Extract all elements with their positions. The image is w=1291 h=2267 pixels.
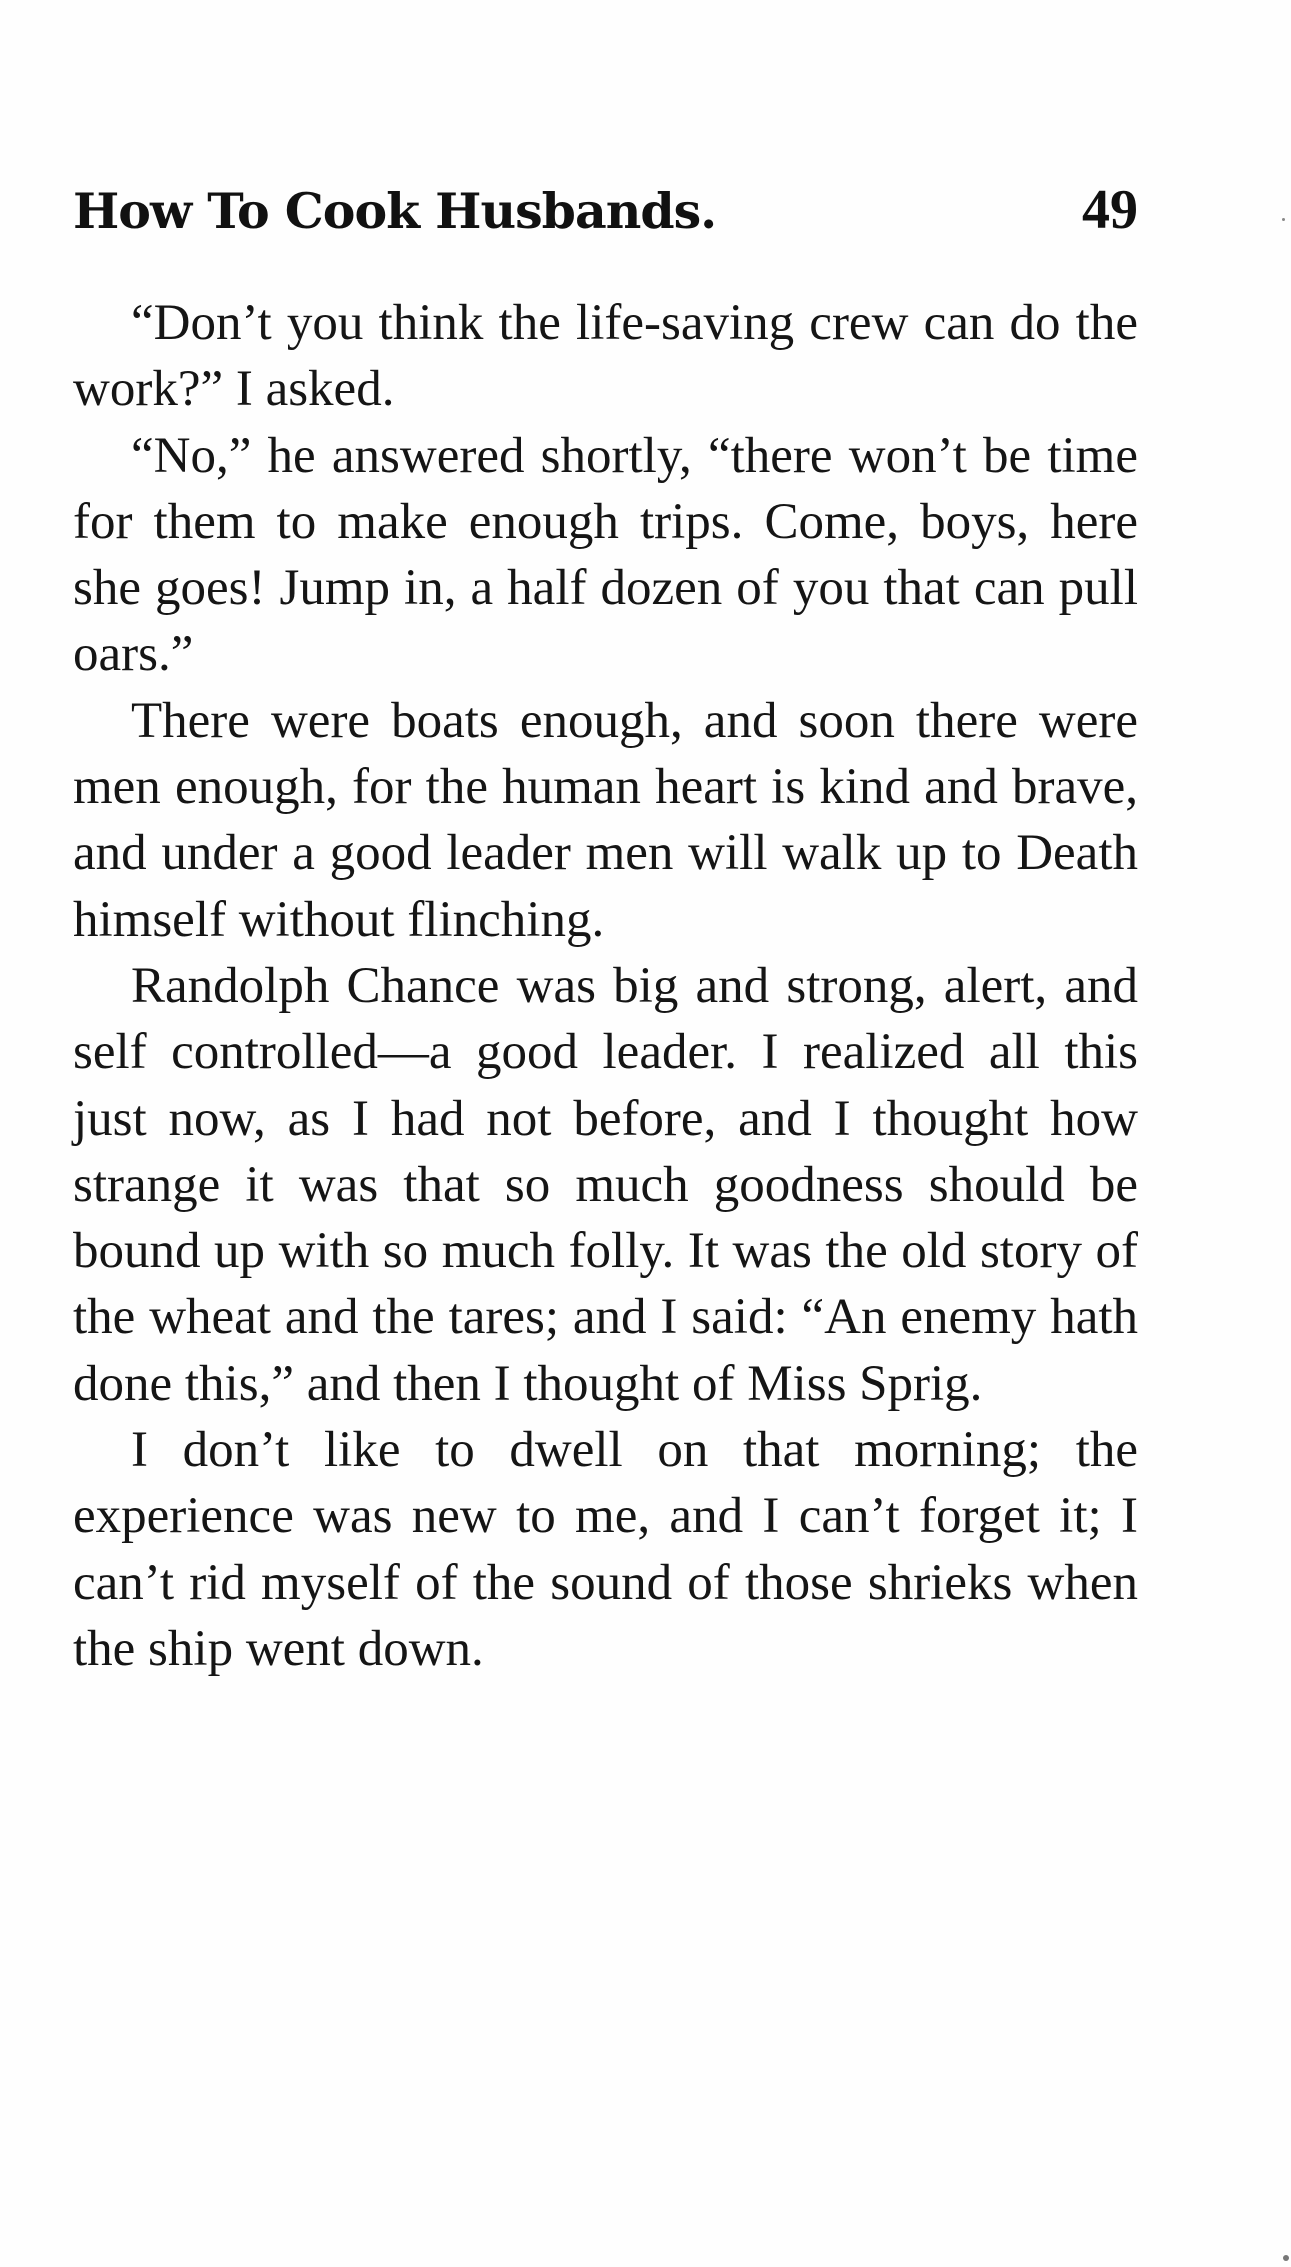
scan-speck xyxy=(1282,218,1285,221)
page-number: 49 xyxy=(1082,179,1138,241)
paragraph-2: “No,” he answered shortly, “there won’t be time for them to make enough trips. Come, boys, here she goes! Jump in, a half dozen of you that can pull oars.” xyxy=(73,427,1138,683)
paragraph-4: Randolph Chance was big and strong, alert, and self controlled—a good leader. I realized all this just now, as I had not before, and I thought how strange it was that so much goodness should be bound up with so much folly. It was the old story of the wheat and the tares; and I said: “An enemy hath done this,” and then I thought of Miss Sprig. xyxy=(73,957,1138,1412)
running-header xyxy=(73,178,1138,258)
paragraph-3: There were boats enough, and soon there were men enough, for the human heart is kind and brave, and under a good leader men will walk up to Death himself without flinching. xyxy=(73,692,1138,948)
body-text xyxy=(73,290,1138,1682)
paragraph-1: “Don’t you think the life-saving crew can do the work?” I asked. xyxy=(73,295,1138,418)
scan-speck-corner xyxy=(1283,2255,1289,2261)
book-title: How To Cook Husbands. xyxy=(73,182,717,240)
paragraph-5: I don’t like to dwell on that morning; the experience was new to me, and I can’t forget it; I can’t rid myself of the sound of those shrieks when the ship went down. xyxy=(73,1422,1138,1677)
